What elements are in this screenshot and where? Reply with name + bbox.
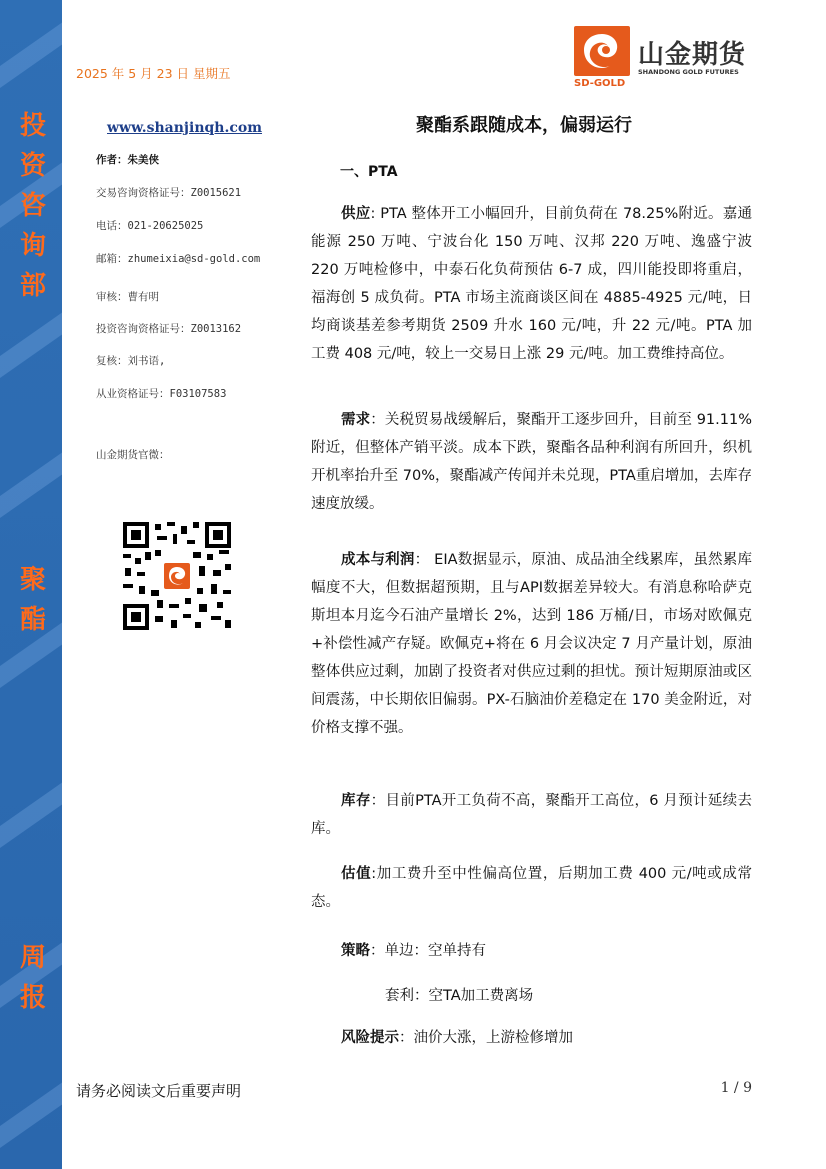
paragraph-strategy <box>311 937 752 965</box>
side-char: 咨 <box>19 191 46 221</box>
text-demand: ：关税贸易战缓解后，聚酯开工逐步回升，目前至 91.11%附近，但整体产销平淡。成本下跌，聚酯各品种利润有所回升，织机开机率抬升至 70%，聚酯减产传闻并未兑现，PTA重启增加，去库存速度放缓。 <box>311 412 752 512</box>
author-cert: 交易咨询资格证号：Z0015621 <box>96 187 242 199</box>
company-logo <box>574 26 754 92</box>
label-valuation: 估值 <box>341 866 372 882</box>
swirl-icon <box>580 30 624 72</box>
paragraph-supply <box>311 200 752 368</box>
wechat-label: 山金期货官微： <box>96 449 170 461</box>
band-stripe <box>0 1056 66 1163</box>
reviewer: 审核：曹有明 <box>96 291 159 303</box>
side-label-dept <box>0 106 66 306</box>
label-risk: 风险提示 <box>341 1030 399 1046</box>
side-char: 询 <box>19 231 46 261</box>
side-char: 部 <box>19 271 46 301</box>
text-supply: : PTA 整体开工小幅回升，目前负荷在 78.25%附近。嘉通能源 250 万吨、宁波台化 150 万吨、汉邦 220 万吨、逸盛宁波 220 万吨检修中，中泰石化负荷预估 6-7 成，四川能投即将重启，福海创 5 成负荷。PTA 市场主流商谈区间在 4885-4925 元/吨，日均商谈基差参考期货 2509 升水 160 元/吨，升 22 元/吨。PTA 加工费 408 元/吨，较上一交易日上涨 29 元/吨。加工费维持高位。 <box>311 206 752 362</box>
label-supply: 供应 <box>341 206 371 222</box>
label-strategy: 策略 <box>341 943 370 959</box>
paragraph-cost <box>311 546 752 742</box>
phone: 电话：021-20625025 <box>96 220 204 232</box>
side-label-type <box>0 938 66 1018</box>
label-demand: 需求 <box>341 412 371 428</box>
band-stripe <box>0 756 66 863</box>
paragraph-inventory <box>311 787 752 843</box>
band-stripe <box>0 0 66 102</box>
label-cost: 成本与利润 <box>341 552 415 568</box>
paragraph-arbitrage: 套利：空TA加工费离场 <box>385 988 534 1004</box>
logo-mark-text: SD-GOLD <box>574 78 626 89</box>
side-char: 周 <box>19 943 46 973</box>
author: 作者：朱美侠 <box>96 154 159 166</box>
text-inventory: ：目前PTA开工负荷不高，聚酯开工高位，6 月预计延续去库。 <box>311 793 752 837</box>
wechat-qr-code <box>121 520 233 632</box>
side-char: 酯 <box>19 605 46 635</box>
rechecker-cert: 从业资格证号：F03107583 <box>96 388 227 400</box>
paragraph-risk <box>311 1024 752 1052</box>
section-heading-pta: 一、PTA <box>340 164 398 180</box>
side-char: 投 <box>19 111 46 141</box>
band-stripe <box>0 426 66 533</box>
logo-name-en: SHANDONG GOLD FUTURES <box>638 68 739 76</box>
side-label-topic <box>0 560 66 640</box>
paragraph-demand <box>311 406 752 518</box>
side-char: 资 <box>19 151 46 181</box>
side-band <box>0 0 66 1169</box>
logo-name-cn: 山金期货 <box>638 40 747 70</box>
text-cost: ： EIA数据显示，原油、成品油全线累库，虽然累库幅度不大，但数据超预期，且与API数据差异较大。有消息称哈萨克斯坦本月迄今石油产量增长 2%，达到 186 万桶/日，市场对欧佩克+补偿性减产存疑。欧佩克+将在 6 月会议决定 7 月产量计划，原油整体供应过剩，加剧了投资者对供应过剩的担忧。预计短期原油或区间震荡，中长期依旧偏弱。PX-石脑油价差稳定在 170 美金附近，对价格支撑不强。 <box>311 552 753 736</box>
side-char: 报 <box>19 983 46 1013</box>
reviewer-cert: 投资咨询资格证号：Z0013162 <box>96 323 242 335</box>
side-char: 聚 <box>19 565 46 595</box>
website-link[interactable]: www.shanjinqh.com <box>107 120 263 136</box>
email: 邮箱：zhumeixia@sd-gold.com <box>96 253 261 265</box>
page-number: 1 / 9 <box>720 1080 752 1096</box>
report-date: 2025 年 5 月 23 日 星期五 <box>76 66 231 81</box>
paragraph-valuation <box>311 860 752 916</box>
article-title: 聚酯系跟随成本，偏弱运行 <box>416 115 632 136</box>
text-strategy: ：单边：空单持有 <box>370 943 486 959</box>
label-inventory: 库存 <box>341 793 371 809</box>
rechecker: 复核：刘书语, <box>96 355 166 367</box>
footer-disclaimer: 请务必阅读文后重要声明 <box>76 1082 242 1100</box>
text-valuation: :加工费升至中性偏高位置，后期加工费 400 元/吨或成常态。 <box>311 866 753 910</box>
logo-mark <box>574 26 630 76</box>
qr-code-icon <box>121 520 233 632</box>
text-risk: ：油价大涨，上游检修增加 <box>399 1030 573 1046</box>
